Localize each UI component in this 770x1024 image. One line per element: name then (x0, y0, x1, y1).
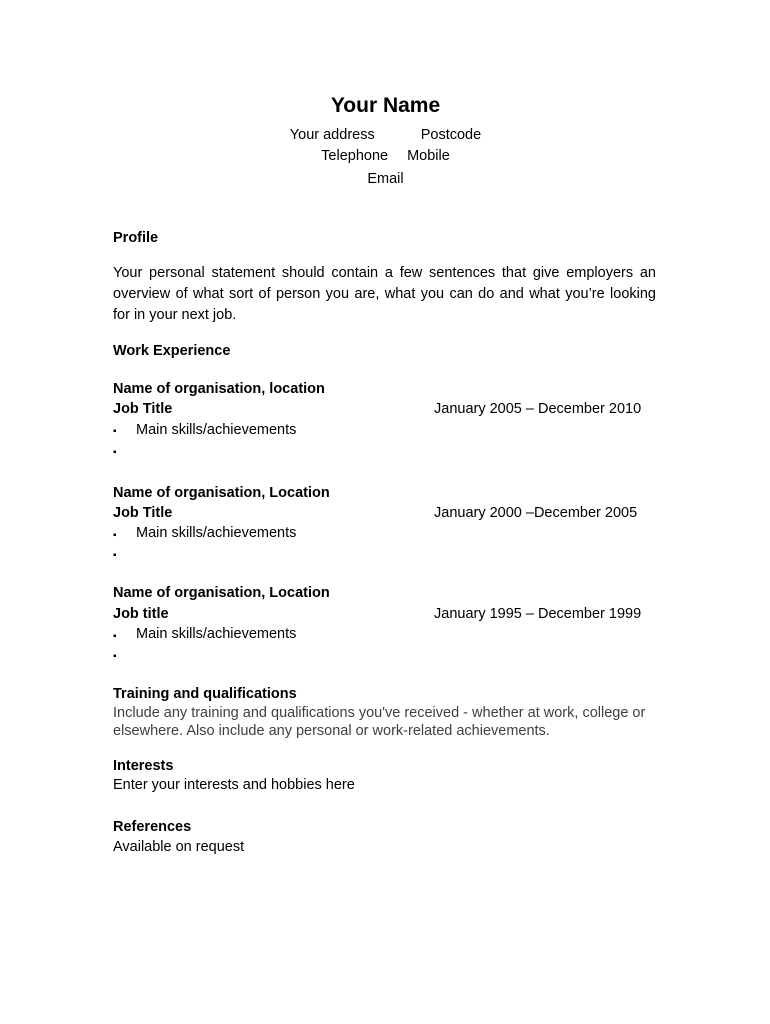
phone-line (113, 148, 658, 164)
bullet-icon: ▪ (113, 530, 117, 541)
interests-heading: Interests (113, 758, 174, 774)
training-heading: Training and qualifications (113, 686, 297, 702)
bullet-icon: ▪ (113, 426, 117, 437)
job-dates: January 2005 – December 2010 (434, 401, 642, 417)
job-skills: Main skills/achievements (136, 626, 297, 642)
job-dates: January 1995 – December 1999 (434, 606, 642, 622)
job-skills: Main skills/achievements (136, 525, 297, 541)
bullet-icon: ▪ (113, 447, 117, 458)
mobile-text: Mobile (407, 148, 450, 164)
postcode-text: Postcode (420, 127, 482, 143)
work-experience-heading: Work Experience (113, 343, 231, 359)
bullet-icon: ▪ (113, 550, 117, 561)
email-text: Email (367, 171, 404, 187)
telephone-text: Telephone (321, 148, 389, 164)
profile-text: Your personal statement should contain a few sentences that give employers an overview of what sort of person you are, what you can do and what you’re looking for in your next job. (113, 265, 656, 323)
job-organisation: Name of organisation, Location (113, 585, 330, 601)
job-title: Job title (113, 606, 169, 622)
profile-heading: Profile (113, 230, 159, 246)
bullet-icon: ▪ (113, 631, 117, 642)
interests-text: Enter your interests and hobbies here (113, 777, 355, 793)
bullet-icon: ▪ (113, 651, 117, 662)
job-organisation: Name of organisation, location (113, 381, 325, 397)
job-organisation: Name of organisation, Location (113, 485, 330, 501)
references-heading: References (113, 819, 192, 835)
job-title: Job Title (113, 505, 173, 521)
job-title: Job Title (113, 401, 173, 417)
job-dates: January 2000 –December 2005 (434, 505, 638, 521)
address-line (113, 127, 658, 143)
job-skills: Main skills/achievements (136, 422, 297, 438)
cv-name: Your Name (330, 94, 441, 117)
training-text: Include any training and qualifications you've received - whether at work, college or elsewhere. Also include any personal or work-related achievements. (113, 705, 646, 739)
references-text: Available on request (113, 839, 245, 855)
address-text: Your address (289, 127, 375, 143)
